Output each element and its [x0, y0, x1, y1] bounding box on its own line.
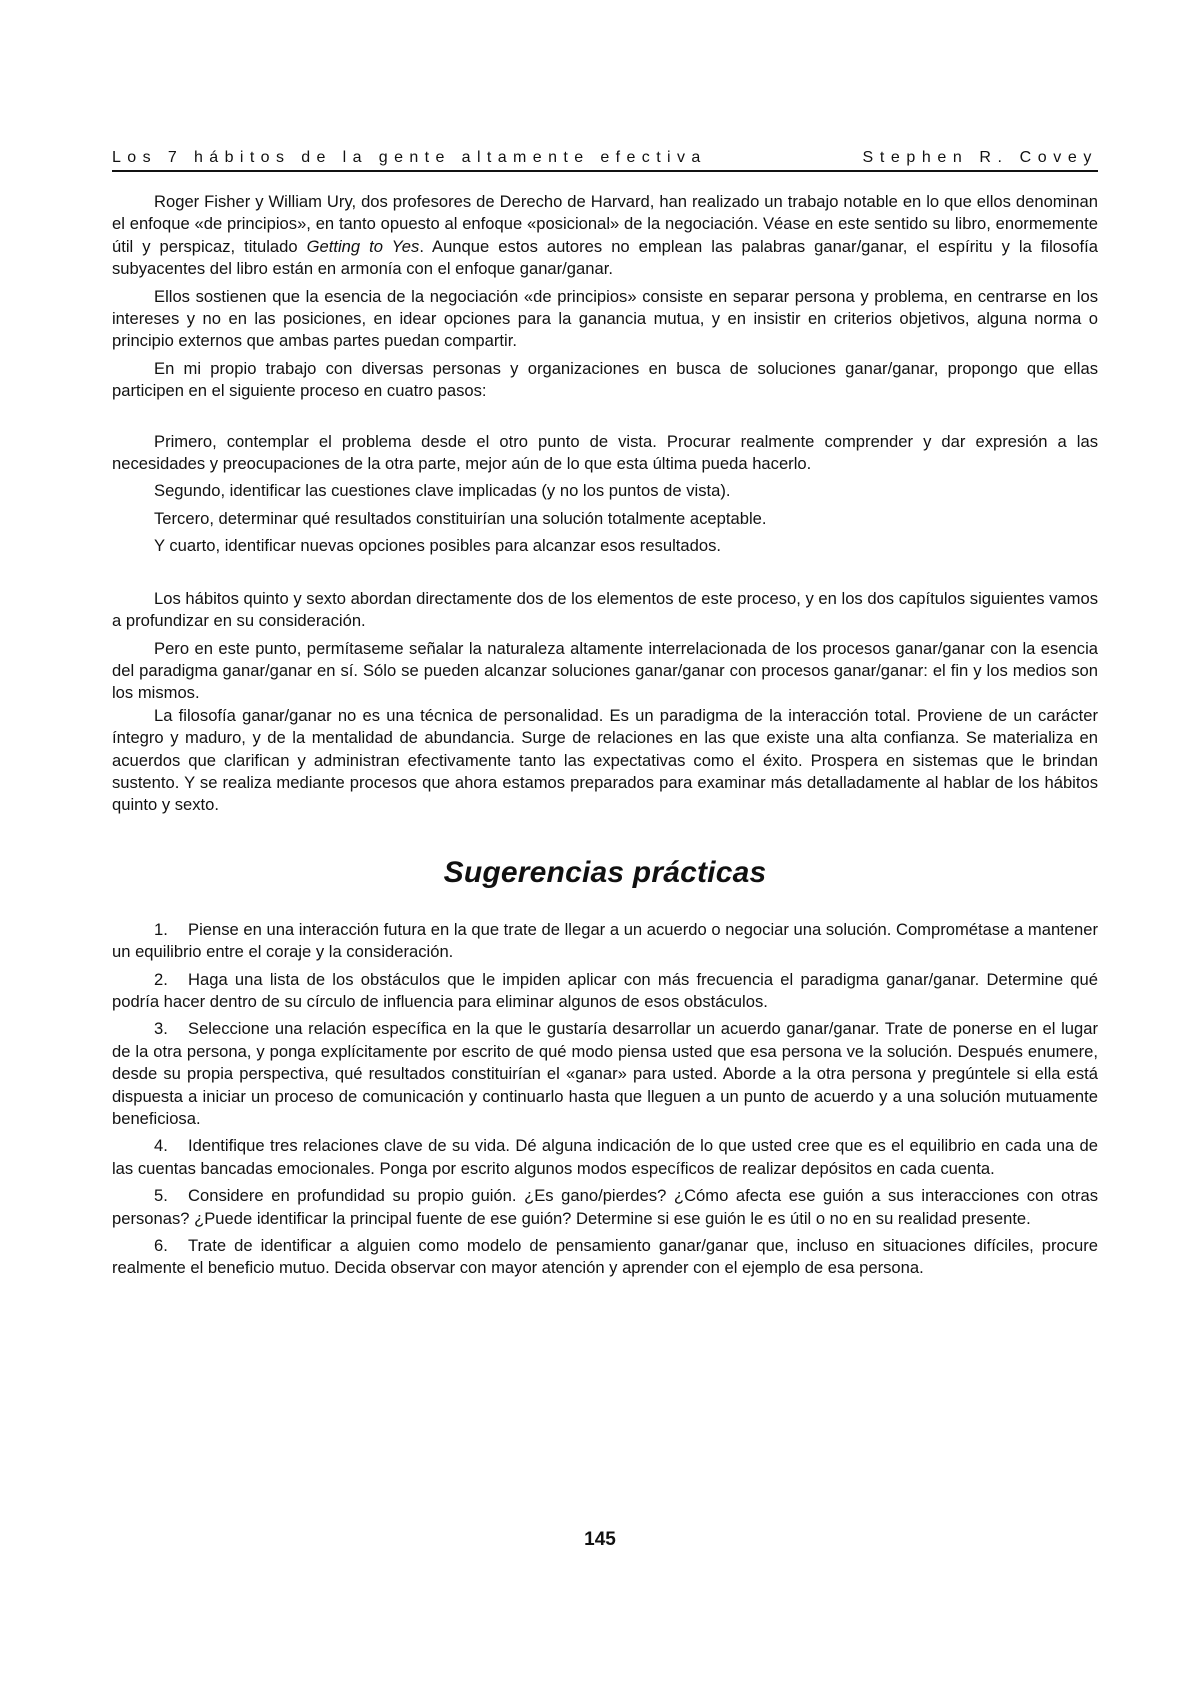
- suggestion-item: [112, 1018, 1098, 1130]
- paragraph-text: Roger Fisher y William Ury, dos profesores de Derecho de Harvard, han realizado un trabajo notable en lo que ellos denominan el enfoque «de principios», en tanto opuesto al enfoque «posicional» de la negociación. Véase en este sentido su libro, enormemente útil y perspicaz, titulado: [112, 192, 1098, 256]
- process-step: Tercero, determinar qué resultados constituirían una solución totalmente aceptable.: [154, 508, 767, 528]
- paragraph: En mi propio trabajo con diversas personas y organizaciones en busca de soluciones ganar/ganar, propongo que ellas participen en el siguiente proceso en cuatro pasos:: [112, 358, 1098, 401]
- running-header: [112, 146, 1098, 172]
- suggestion-number: 4.: [154, 1136, 168, 1156]
- paragraph: La filosofía ganar/ganar no es una técnica de personalidad. Es un paradigma de la interacción total. Proviene de un carácter íntegro y maduro, y de la mentalidad de abundancia. Surge de relaciones en las que existe una alta confianza. Se materializa en acuerdos que clarifican y administran efectivamente tanto las expectativas como el éxito. Prospera en sistemas que le brindan sustento. Y se realiza mediante procesos que ahora estamos preparados para examinar más detalladamente al hablar de los hábitos quinto y sexto.: [112, 705, 1098, 815]
- suggestion-text: Haga una lista de los obstáculos que le impiden aplicar con más frecuencia el paradigma ganar/ganar. Determine qué podría hacer dentro de su círculo de influencia para eliminar algunos de esos obstáculos.: [112, 969, 1098, 1011]
- suggestion-number: 6.: [154, 1236, 168, 1256]
- page-number: 145: [584, 1529, 616, 1550]
- author-name: Stephen R. Covey: [862, 149, 1098, 166]
- suggestion-text: Trate de identificar a alguien como modelo de pensamiento ganar/ganar que, incluso en situaciones difíciles, procure realmente el beneficio mutuo. Decida observar con mayor atención y aprender con el ejemplo de esa persona.: [112, 1236, 1098, 1278]
- book-reference: Getting to Yes: [306, 236, 420, 256]
- process-step: Segundo, identificar las cuestiones clave implicadas (y no los puntos de vista).: [154, 481, 731, 501]
- suggestion-text: Considere en profundidad su propio guión. ¿Es gano/pierdes? ¿Cómo afecta ese guión a sus interacciones con otras personas? ¿Puede identificar la principal fuente de ese guión? Determine si ese guión le es útil o no en su realidad presente.: [112, 1186, 1098, 1228]
- suggestion-text: Piense en una interacción futura en la que trate de llegar a un acuerdo o negociar una solución. Comprométase a mantener un equilibrio entre el coraje y la consideración.: [112, 919, 1098, 962]
- suggestion-item: [112, 919, 1098, 964]
- suggestion-item: [112, 1235, 1098, 1280]
- paragraph-text: . Aunque estos autores no emplean las palabras ganar/ganar, el espíritu y la filosofía subyacentes del libro están en armonía con el enfoque ganar/ganar.: [112, 236, 1098, 279]
- paragraph: [112, 191, 1098, 281]
- section-heading: Sugerencias prácticas: [443, 855, 767, 889]
- book-title: Los 7 hábitos de la gente altamente efectiva: [112, 149, 707, 166]
- paragraph: Ellos sostienen que la esencia de la negociación «de principios» consiste en separar persona y problema, en centrarse en los intereses y no en las posiciones, en idear opciones para la ganancia mutua, y en insistir en criterios objetivos, alguna norma o principio externos que ambas partes puedan compartir.: [112, 286, 1098, 351]
- suggestion-item: [112, 1185, 1098, 1230]
- process-step: Primero, contemplar el problema desde el otro punto de vista. Procurar realmente comprender y dar expresión a las necesidades y preocupaciones de la otra parte, mejor aún de lo que esta última pueda hacerlo.: [112, 431, 1098, 474]
- suggestion-number: 3.: [154, 1019, 168, 1039]
- suggestion-number: 2.: [154, 969, 168, 989]
- page-body: [112, 191, 1098, 1280]
- suggestion-item: [112, 969, 1098, 1014]
- suggestion-item: [112, 1135, 1098, 1180]
- suggestion-number: 5.: [154, 1186, 168, 1206]
- paragraph: Pero en este punto, permítaseme señalar la naturaleza altamente interrelacionada de los procesos ganar/ganar con la esencia del paradigma ganar/ganar en sí. Sólo se pueden alcanzar soluciones ganar/ganar con procesos ganar/ganar: el fin y los medios son los mismos.: [112, 638, 1098, 703]
- paragraph: Los hábitos quinto y sexto abordan directamente dos de los elementos de este proceso, y en los dos capítulos siguientes vamos a profundizar en su consideración.: [112, 588, 1098, 631]
- suggestion-text: Seleccione una relación específica en la que le gustaría desarrollar un acuerdo ganar/ganar. Trate de ponerse en el lugar de la otra persona, y ponga explícitamente por escrito de qué modo piensa usted que esa persona ve la solución. Después enumere, desde su propia perspectiva, qué resultados constituirían el «ganar» para usted. Aborde a la otra persona y pregúntele si ella está dispuesta a iniciar un proceso de comunicación y continuarlo hasta que lleguen a un punto de acuerdo y a una solución mutuamente beneficiosa.: [112, 1019, 1098, 1128]
- suggestion-text: Identifique tres relaciones clave de su vida. Dé alguna indicación de lo que usted cree que es el equilibrio en cada una de las cuentas bancadas emocionales. Ponga por escrito algunos modos específicos de realizar depósitos en cada cuenta.: [112, 1136, 1098, 1178]
- suggestion-number: 1.: [154, 919, 168, 939]
- process-step: Y cuarto, identificar nuevas opciones posibles para alcanzar esos resultados.: [154, 536, 721, 556]
